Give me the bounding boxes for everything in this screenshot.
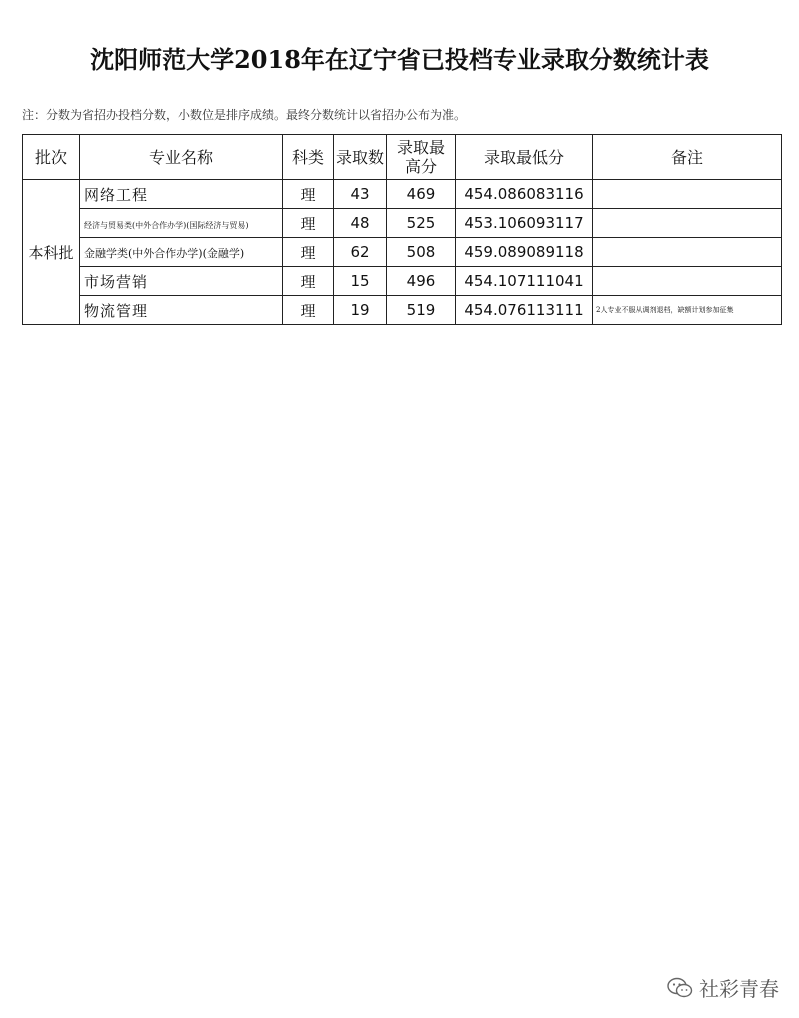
header-high-line2: 高分	[404, 157, 437, 176]
watermark	[667, 973, 779, 1002]
type-cell: 理	[283, 238, 334, 267]
header-major: 专业名称	[80, 135, 283, 180]
type-cell: 理	[283, 267, 334, 296]
low-score-cell: 454.107111041	[456, 267, 593, 296]
header-high	[387, 135, 456, 180]
table-row	[23, 296, 782, 325]
wechat-icon	[667, 977, 693, 999]
remark-cell: 2人专业不服从调剂退档，缺额计划参加征集	[593, 296, 782, 325]
remark-cell	[593, 209, 782, 238]
header-count: 录取数	[334, 135, 387, 180]
table-row	[23, 209, 782, 238]
major-name: 金融学类(中外合作办学)(金融学)	[84, 247, 245, 260]
table-row	[23, 267, 782, 296]
watermark-text: 社彩青春	[699, 977, 779, 1001]
page-title: 沈阳师范大学2018年在辽宁省已投档专业录取分数统计表	[90, 45, 709, 74]
header-remark: 备注	[593, 135, 782, 180]
low-score-cell: 454.076113111	[456, 296, 593, 325]
admission-score-table	[22, 134, 782, 325]
remark-cell	[593, 267, 782, 296]
header-high-line1: 录取最	[396, 138, 445, 157]
remark-cell	[593, 180, 782, 209]
table-row	[23, 238, 782, 267]
high-score-cell: 508	[387, 238, 456, 267]
low-score-cell: 459.089089118	[456, 238, 593, 267]
header-low: 录取最低分	[456, 135, 593, 180]
table-header-row	[23, 135, 782, 180]
type-cell: 理	[283, 209, 334, 238]
header-batch: 批次	[23, 135, 80, 180]
high-score-cell: 469	[387, 180, 456, 209]
count-cell: 62	[334, 238, 387, 267]
count-cell: 15	[334, 267, 387, 296]
note-text: 注：分数为省招办投档分数，小数位是排序成绩。最终分数统计以省招办公布为准。	[22, 108, 467, 122]
low-score-cell: 453.106093117	[456, 209, 593, 238]
type-cell: 理	[283, 180, 334, 209]
high-score-cell: 519	[387, 296, 456, 325]
low-score-cell: 454.086083116	[456, 180, 593, 209]
major-name: 市场营销	[84, 272, 149, 291]
count-cell: 43	[334, 180, 387, 209]
high-score-cell: 525	[387, 209, 456, 238]
major-name: 物流管理	[84, 301, 149, 320]
major-name: 网络工程	[84, 185, 149, 204]
remark-cell	[593, 238, 782, 267]
batch-cell: 本科批	[23, 180, 80, 325]
major-name: 经济与贸易类(中外合作办学)(国际经济与贸易)	[84, 221, 249, 230]
type-cell: 理	[283, 296, 334, 325]
header-type: 科类	[283, 135, 334, 180]
table-row	[23, 180, 782, 209]
high-score-cell: 496	[387, 267, 456, 296]
count-cell: 48	[334, 209, 387, 238]
count-cell: 19	[334, 296, 387, 325]
